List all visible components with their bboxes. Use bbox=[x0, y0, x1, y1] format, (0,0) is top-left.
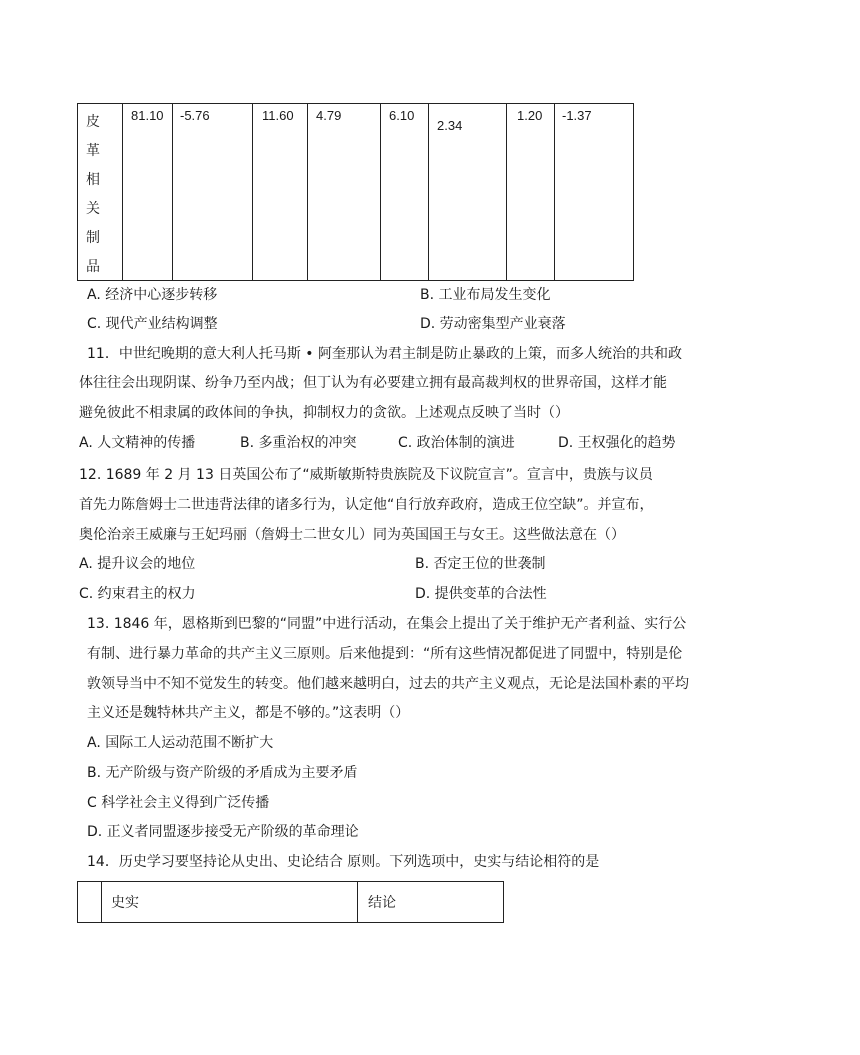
table-cell: 1.20 bbox=[517, 108, 543, 123]
question-text: 敦领导当中不知不觉发生的转变。他们越来越明白，过去的共产主义观点，无论是法国朴素的平均 bbox=[87, 676, 689, 692]
table-header-conclusion: 结论 bbox=[368, 895, 396, 911]
option-d: D. 提供变革的合法性 bbox=[415, 586, 547, 602]
table-cell: 4.79 bbox=[316, 108, 342, 123]
option-a: A. 提升议会的地位 bbox=[79, 556, 196, 572]
question-text: 13. 1846 年，恩格斯到巴黎的“同盟”中进行活动，在集会上提出了关于维护无产者利益、实行公 bbox=[87, 616, 687, 632]
question-text: 首先力陈詹姆士二世违背法律的诸多行为，认定他“自行放弃政府，造成王位空缺”。并宣布， bbox=[79, 497, 654, 513]
table-divider bbox=[307, 104, 308, 280]
table-divider bbox=[506, 104, 507, 280]
table-divider bbox=[101, 882, 102, 922]
table-cell: -5.76 bbox=[180, 108, 210, 123]
option-b: B. 否定王位的世袭制 bbox=[415, 556, 546, 572]
option-c: C 科学社会主义得到广泛传播 bbox=[87, 795, 270, 811]
table-divider bbox=[122, 104, 123, 280]
option-b: B. 工业布局发生变化 bbox=[420, 287, 551, 303]
option-c: C. 现代产业结构调整 bbox=[87, 316, 218, 332]
data-table bbox=[77, 103, 634, 281]
option-d: D. 劳动密集型产业衰落 bbox=[420, 316, 566, 332]
question-text: 12. 1689 年 2 月 13 日英国公布了“威斯敏斯特贵族院及下议院宣言”。宣言中，贵族与议员 bbox=[79, 467, 653, 483]
table-cell: 2.34 bbox=[437, 118, 463, 133]
option-a: A. 国际工人运动范围不断扩大 bbox=[87, 735, 274, 751]
table-divider bbox=[357, 882, 358, 922]
answer-table bbox=[77, 881, 504, 923]
table-divider bbox=[428, 104, 429, 280]
option-d: D. 正义者同盟逐步接受无产阶级的革命理论 bbox=[87, 824, 359, 840]
question-text: 14．历史学习要坚持论从史出、史论结合 原则。下列选项中，史实与结论相符的是 bbox=[87, 854, 600, 870]
option-b: B. 无产阶级与资产阶级的矛盾成为主要矛盾 bbox=[87, 765, 358, 781]
table-divider bbox=[380, 104, 381, 280]
option-c: C. 约束君主的权力 bbox=[79, 586, 196, 602]
question-text: 奥伦治亲王威廉与王妃玛丽（詹姆士二世女儿）同为英国国王与女王。这些做法意在（） bbox=[79, 527, 625, 543]
option-c: C. 政治体制的演进 bbox=[398, 435, 515, 451]
table-cell: 11.60 bbox=[262, 108, 294, 123]
question-text: 避免彼此不相隶属的政体间的争执，抑制权力的贪欲。上述观点反映了当时（） bbox=[79, 405, 569, 421]
option-a: A. 经济中心逐步转移 bbox=[87, 287, 218, 303]
question-text: 体往往会出现阴谋、纷争乃至内战；但丁认为有必要建立拥有最高裁判权的世界帝国，这样才能 bbox=[79, 375, 667, 391]
option-a: A. 人文精神的传播 bbox=[79, 435, 196, 451]
option-d: D. 王权强化的趋势 bbox=[558, 435, 676, 451]
table-cell: -1.37 bbox=[562, 108, 592, 123]
table-cell: 81.10 bbox=[131, 108, 164, 123]
table-divider bbox=[554, 104, 555, 280]
table-divider bbox=[172, 104, 173, 280]
question-text: 有制、进行暴力革命的共产主义三原则。后来他提到：“所有这些情况都促进了同盟中，特别是伦 bbox=[87, 646, 683, 662]
table-header-fact: 史实 bbox=[111, 895, 139, 911]
table-cell: 6.10 bbox=[389, 108, 415, 123]
table-divider bbox=[252, 104, 253, 280]
question-text: 主义还是魏特林共产主义，都是不够的。”这表明（） bbox=[87, 705, 410, 721]
option-b: B. 多重治权的冲突 bbox=[240, 435, 357, 451]
row-label: 皮革相关制品 bbox=[86, 114, 100, 275]
question-text: 11．中世纪晚期的意大利人托马斯 • 阿奎那认为君主制是防止暴政的上策，而多人统治的共和政 bbox=[87, 346, 682, 362]
